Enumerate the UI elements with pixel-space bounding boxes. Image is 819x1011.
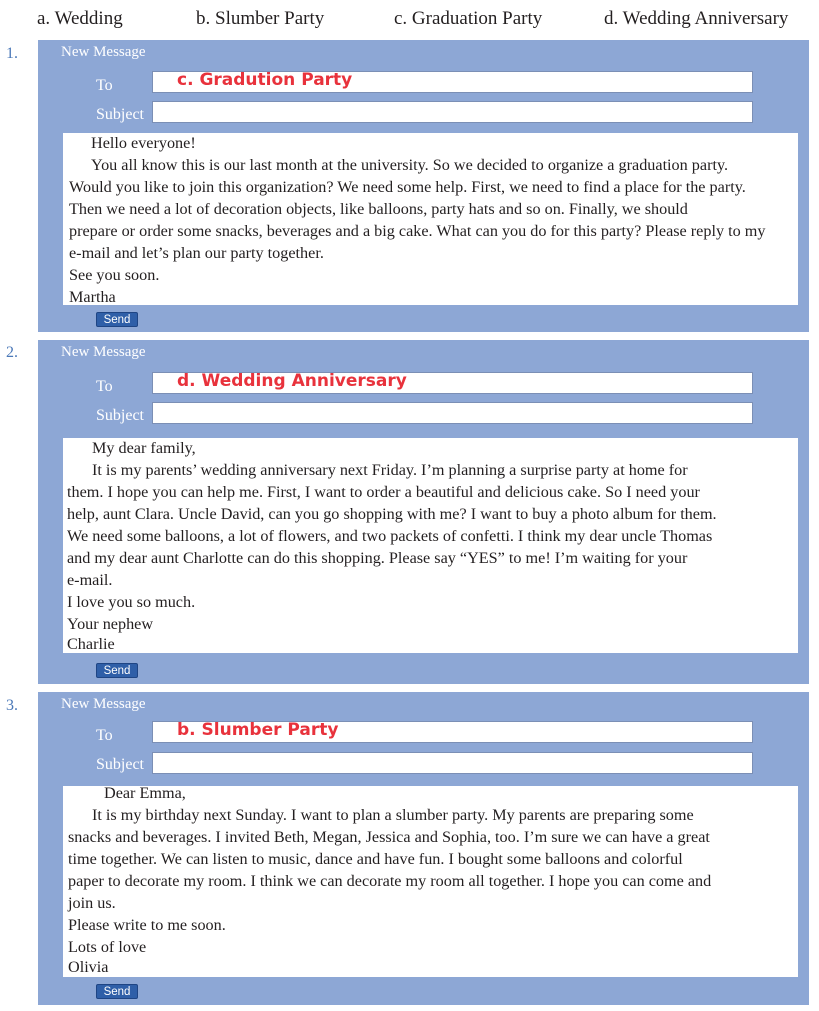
body-line: e-mail.: [67, 571, 113, 589]
body-line: join us.: [68, 894, 116, 912]
body-line: them. I hope you can help me. First, I want to order a beautiful and delicious cake. So I need your: [67, 483, 700, 501]
message-body[interactable]: [63, 438, 798, 653]
body-line: Would you like to join this organization? We need some help. First, we need to find a place for the party.: [69, 178, 746, 196]
subject-field[interactable]: [152, 402, 753, 424]
subject-label: Subject: [96, 756, 144, 773]
subject-field[interactable]: [152, 752, 753, 774]
to-field[interactable]: [152, 71, 753, 93]
body-line: help, aunt Clara. Uncle David, can you go shopping with me? I want to buy a photo album for them.: [67, 505, 717, 523]
body-line: e-mail and let’s plan our party together.: [69, 244, 324, 262]
body-line: snacks and beverages. I invited Beth, Megan, Jessica and Sophia, too. I’m sure we can have a great: [68, 828, 710, 846]
to-field[interactable]: [152, 372, 753, 394]
body-line: I love you so much.: [67, 593, 196, 611]
body-line: Charlie: [67, 635, 115, 653]
to-value: c. Gradution Party: [177, 70, 353, 90]
window-title: New Message: [61, 696, 146, 712]
window-title: New Message: [61, 44, 146, 60]
subject-field[interactable]: [152, 101, 753, 123]
subject-label: Subject: [96, 106, 144, 123]
to-field[interactable]: [152, 721, 753, 743]
message-window-1: [38, 40, 809, 332]
to-label: To: [96, 727, 113, 744]
to-label: To: [96, 378, 113, 395]
subject-label: Subject: [96, 407, 144, 424]
body-line: Lots of love: [68, 938, 147, 956]
body-line: My dear family,: [92, 439, 196, 457]
option-a: a. Wedding: [37, 8, 123, 29]
body-line: Dear Emma,: [104, 784, 186, 802]
body-line: time together. We can listen to music, dance and have fun. I bought some balloons and colorful: [68, 850, 683, 868]
message-number: 1.: [6, 45, 18, 62]
option-d: d. Wedding Anniversary: [604, 8, 789, 29]
window-title: New Message: [61, 344, 146, 360]
message-number: 3.: [6, 697, 18, 714]
option-c: c. Graduation Party: [394, 8, 543, 29]
body-line: Martha: [69, 288, 116, 306]
send-button[interactable]: Send: [96, 984, 138, 999]
body-line: It is my birthday next Sunday. I want to plan a slumber party. My parents are preparing some: [92, 806, 694, 824]
send-button[interactable]: Send: [96, 312, 138, 327]
message-window-2: [38, 340, 809, 684]
to-value: b. Slumber Party: [177, 720, 339, 740]
body-line: prepare or order some snacks, beverages and a big cake. What can you do for this party? Please reply to my: [69, 222, 766, 240]
to-value: d. Wedding Anniversary: [177, 371, 407, 391]
message-number: 2.: [6, 344, 18, 361]
body-line: Your nephew: [67, 615, 154, 633]
message-body[interactable]: [63, 786, 798, 977]
send-button[interactable]: Send: [96, 663, 138, 678]
body-line: See you soon.: [69, 266, 160, 284]
answer-options: [0, 8, 819, 34]
body-line: We need some balloons, a lot of flowers, and two packets of confetti. I think my dear uncle Thomas: [67, 527, 713, 545]
option-b: b. Slumber Party: [196, 8, 325, 29]
body-line: Please write to me soon.: [68, 916, 226, 934]
body-line: Then we need a lot of decoration objects, like balloons, party hats and so on. Finally, we should: [69, 200, 688, 218]
body-line: Hello everyone!: [91, 134, 196, 152]
body-line: paper to decorate my room. I think we can decorate my room all together. I hope you can come and: [68, 872, 712, 890]
message-body[interactable]: [63, 133, 798, 305]
body-line: It is my parents’ wedding anniversary next Friday. I’m planning a surprise party at home for: [92, 461, 688, 479]
to-label: To: [96, 77, 113, 94]
message-window-3: [38, 692, 809, 1005]
body-line: You all know this is our last month at the university. So we decided to organize a graduation party.: [91, 156, 729, 174]
body-line: and my dear aunt Charlotte can do this shopping. Please say “YES” to me! I’m waiting for your: [67, 549, 688, 567]
body-line: Olivia: [68, 958, 109, 976]
